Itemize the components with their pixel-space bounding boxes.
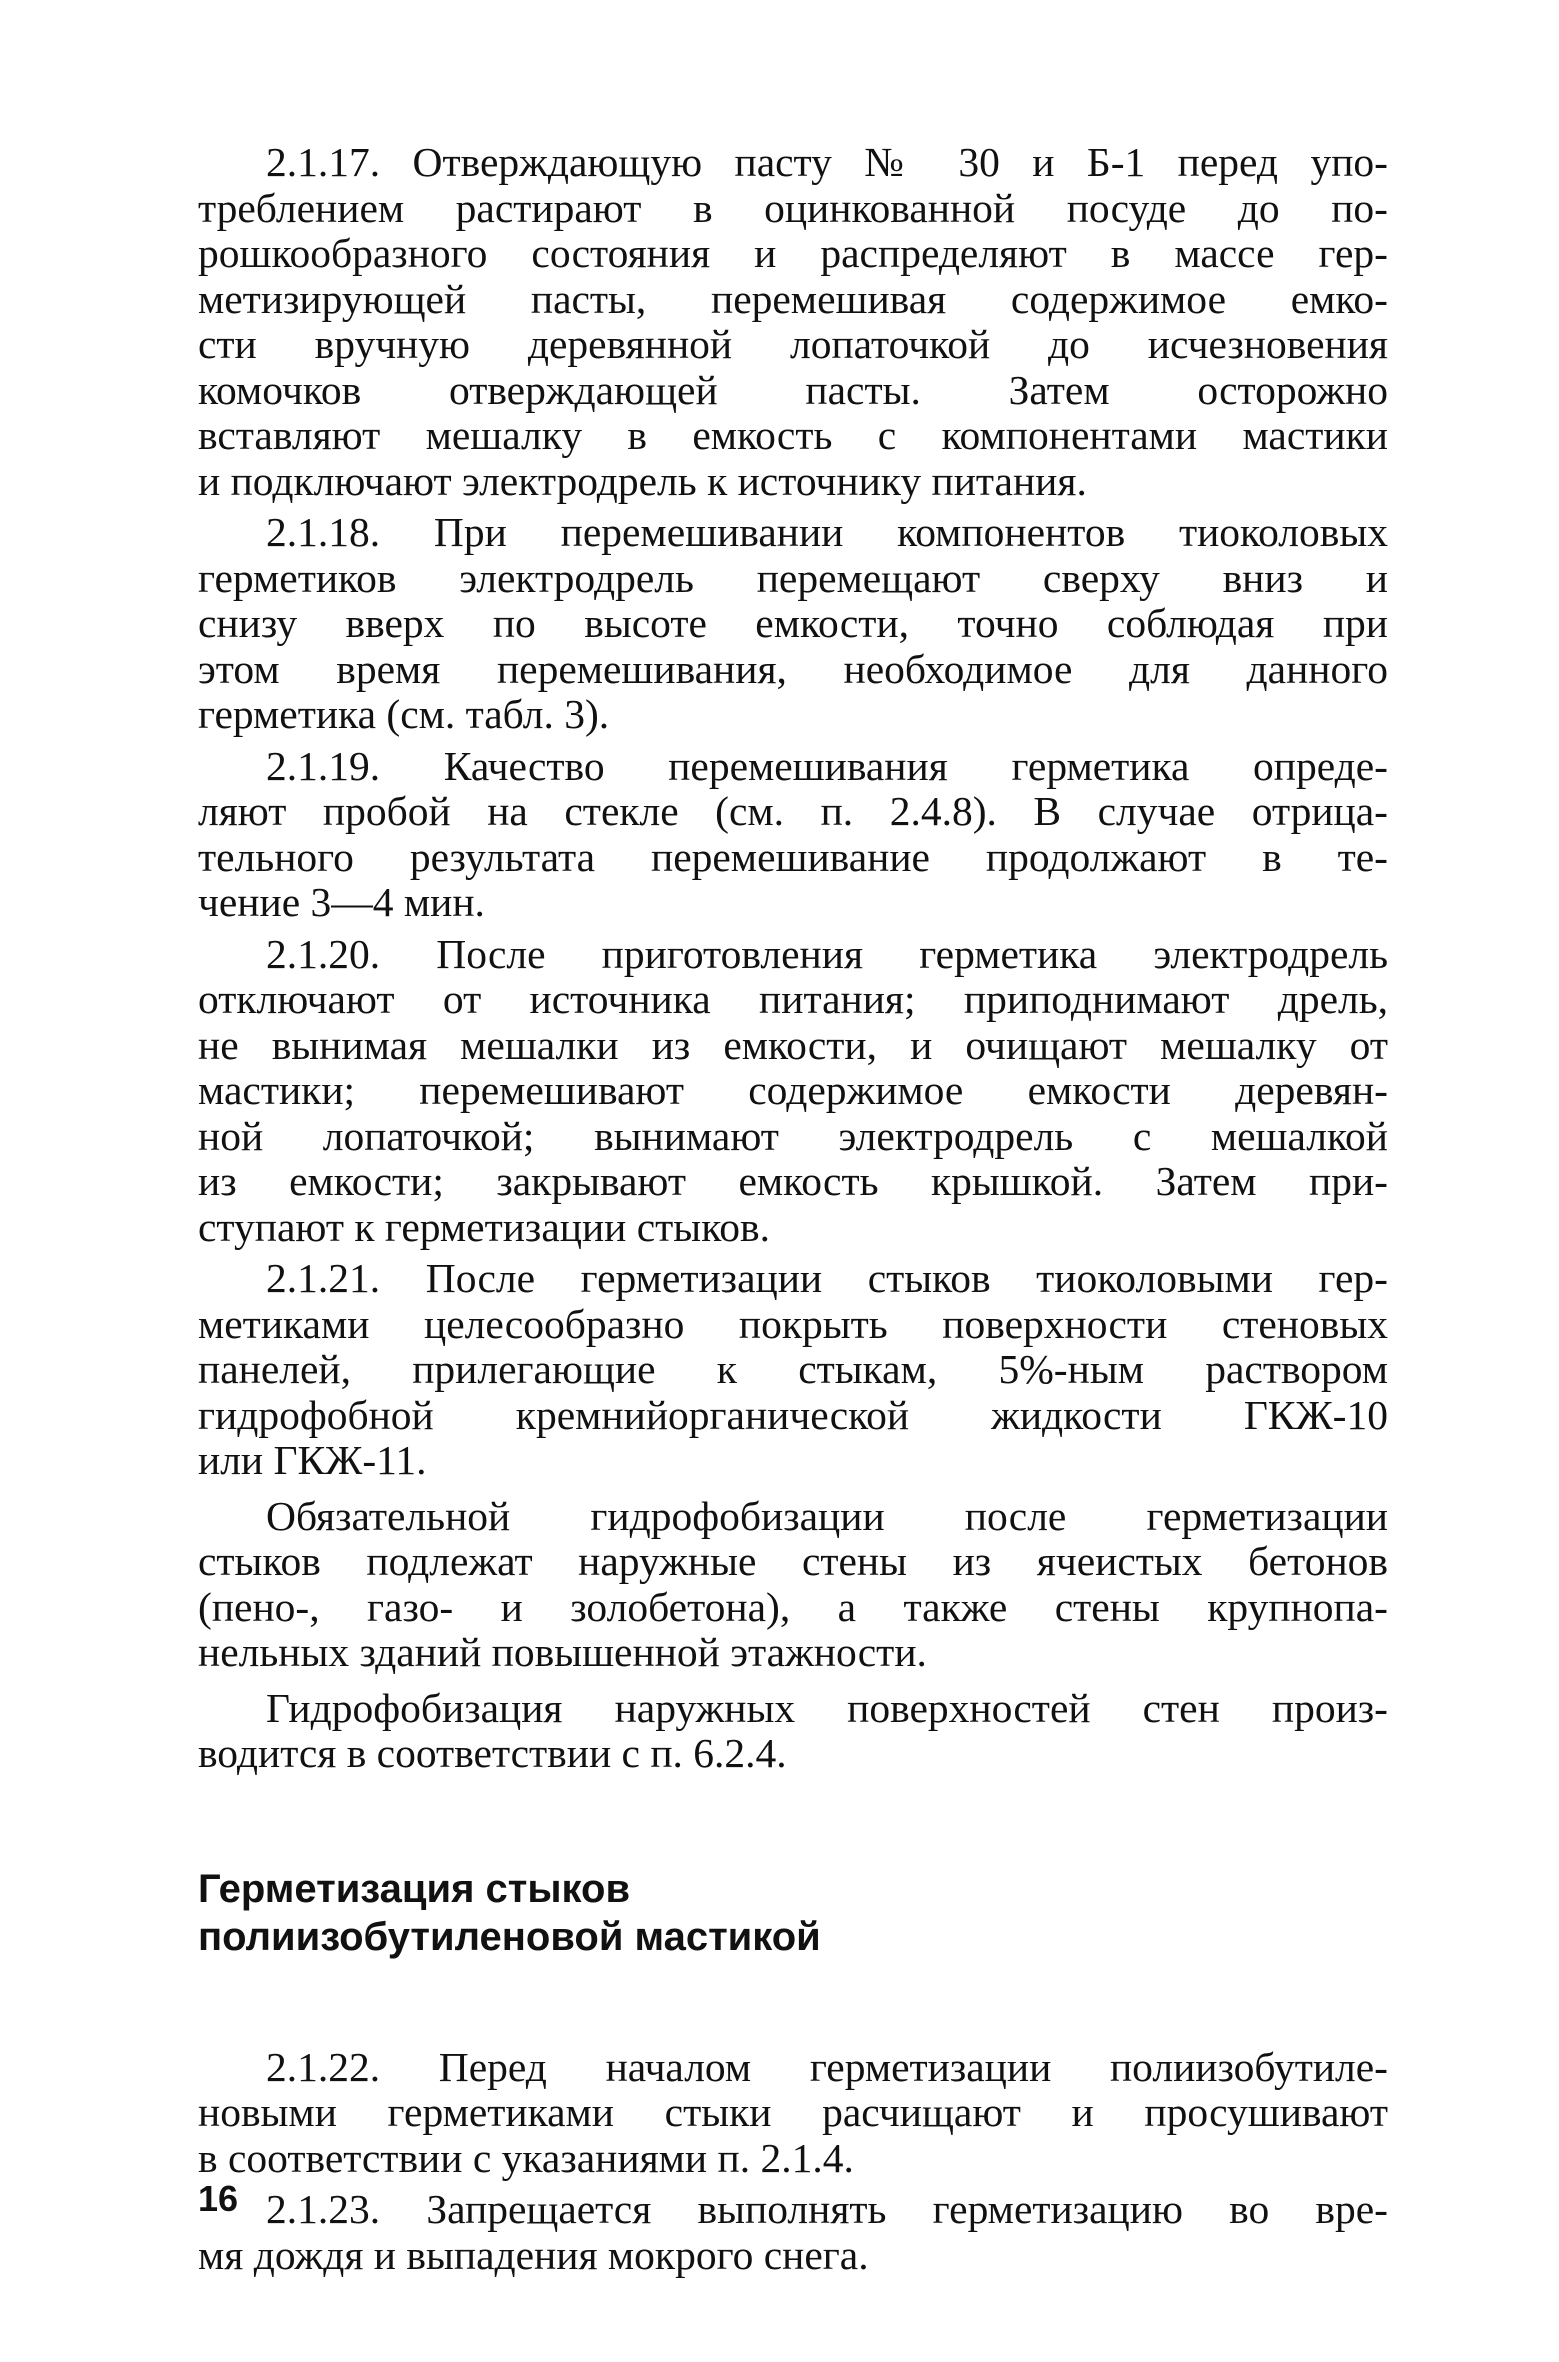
text-line: водится в соответствии с п. 6.2.4. — [198, 1730, 787, 1776]
paragraph-2-1-23 — [198, 2187, 1388, 2278]
page-body — [198, 140, 1388, 2278]
text-line: герметика (см. табл. 3). — [198, 691, 610, 737]
text-line: сти вручную деревянной лопаточкой до исчезновения — [198, 321, 1388, 367]
text-line: в соответствии с указаниями п. 2.1.4. — [198, 2134, 854, 2181]
text-line: ступают к герметизации стыков. — [198, 1203, 770, 1250]
text-line: метиками целесообразно покрыть поверхности стеновых — [198, 1300, 1388, 1347]
section-heading — [198, 1865, 1388, 1961]
text-line: метизирующей пасты, перемешивая содержимое емко- — [198, 275, 1388, 322]
text-line: 2.1.18. При перемешивании компонентов тиоколовых — [266, 509, 1388, 555]
paragraph-gap — [198, 1484, 1388, 1494]
page-number: 16 — [198, 2178, 239, 2219]
text-line: комочков отверждающей пасты. Затем осторожно — [198, 366, 1388, 413]
paragraph-hydrophob — [198, 1686, 1388, 1777]
text-line: ляют пробой на стекле (см. п. 2.4.8). В случае отрица- — [198, 788, 1388, 834]
text-line: Обязательной гидрофобизации после герметизации — [266, 1492, 1388, 1539]
text-line: треблением растирают в оцинкованной посуде до по- — [198, 184, 1388, 231]
text-line: нельных зданий повышенной этажности. — [198, 1629, 927, 1675]
heading-line-1: Герметизация стыков — [198, 1866, 631, 1911]
text-line: мя дождя и выпадения мокрого снега. — [198, 2231, 869, 2278]
text-line: 2.1.22. Перед началом герметизации полиизобутиле- — [266, 2043, 1388, 2090]
text-line: 2.1.21. После герметизации стыков тиоколовыми гер- — [266, 1255, 1388, 1301]
paragraph-2-1-21 — [198, 1256, 1388, 1484]
text-line: панелей, прилегающие к стыкам, 5%-ным раствором — [198, 1346, 1388, 1392]
paragraph-2-1-18 — [198, 510, 1388, 738]
text-line: чение 3—4 мин. — [198, 879, 485, 925]
text-line: из емкости; закрывают емкость крышкой. Затем при- — [198, 1158, 1388, 1204]
paragraph-obligatory — [198, 1494, 1388, 1676]
paragraph-2-1-19 — [198, 744, 1388, 926]
text-line: отключают от источника питания; приподнимают дрель, — [198, 976, 1388, 1022]
paragraph-2-1-17 — [198, 140, 1388, 504]
section-tiokol-paragraphs — [198, 140, 1388, 1777]
text-line: или ГКЖ-11. — [198, 1437, 427, 1483]
text-line: не вынимая мешалки из емкости, и очищают мешалку от — [198, 1021, 1388, 1068]
paragraph-2-1-20 — [198, 932, 1388, 1251]
text-line: этом время перемешивания, необходимое для данного — [198, 645, 1388, 692]
text-line: мастики; перемешивают содержимое емкости деревян- — [198, 1067, 1388, 1113]
text-line: снизу вверх по высоте емкости, точно соблюдая при — [198, 600, 1388, 646]
heading-line-2: полиизобутиленовой мастикой — [198, 1914, 821, 1959]
text-line: 2.1.17. Отверждающую пасту № 30 и Б-1 перед упо- — [266, 139, 1388, 185]
text-line: и подключают электродрель к источнику питания. — [198, 457, 1087, 504]
paragraph-2-1-22 — [198, 2045, 1388, 2182]
text-line: новыми герметиками стыки расчищают и просушивают — [198, 2089, 1388, 2135]
text-line: 2.1.19. Качество перемешивания герметика опреде- — [266, 742, 1388, 789]
paragraph-gap — [198, 1676, 1388, 1686]
text-line: 2.1.23. Запрещается выполнять герметизацию во вре- — [266, 2186, 1388, 2232]
text-line: 2.1.20. После приготовления герметика электродрель — [266, 930, 1388, 977]
text-line: гидрофобной кремнийорганической жидкости ГКЖ-10 — [198, 1391, 1388, 1438]
text-line: (пено-, газо- и золобетона), а также стены крупнопа- — [198, 1583, 1388, 1630]
text-line: рошкообразного состояния и распределяют в массе гер- — [198, 230, 1388, 276]
text-line: вставляют мешалку в емкость с компонентами мастики — [198, 412, 1388, 458]
text-line: ной лопаточкой; вынимают электродрель с мешалкой — [198, 1112, 1388, 1159]
text-line: Гидрофобизация наружных поверхностей стен произ- — [266, 1684, 1388, 1731]
text-line: герметиков электродрель перемещают сверху вниз и — [198, 554, 1388, 601]
text-line: тельного результата перемешивание продолжают в те- — [198, 833, 1388, 880]
section-polyisobutylene-paragraphs — [198, 2045, 1388, 2279]
text-line: стыков подлежат наружные стены из ячеистых бетонов — [198, 1538, 1388, 1584]
